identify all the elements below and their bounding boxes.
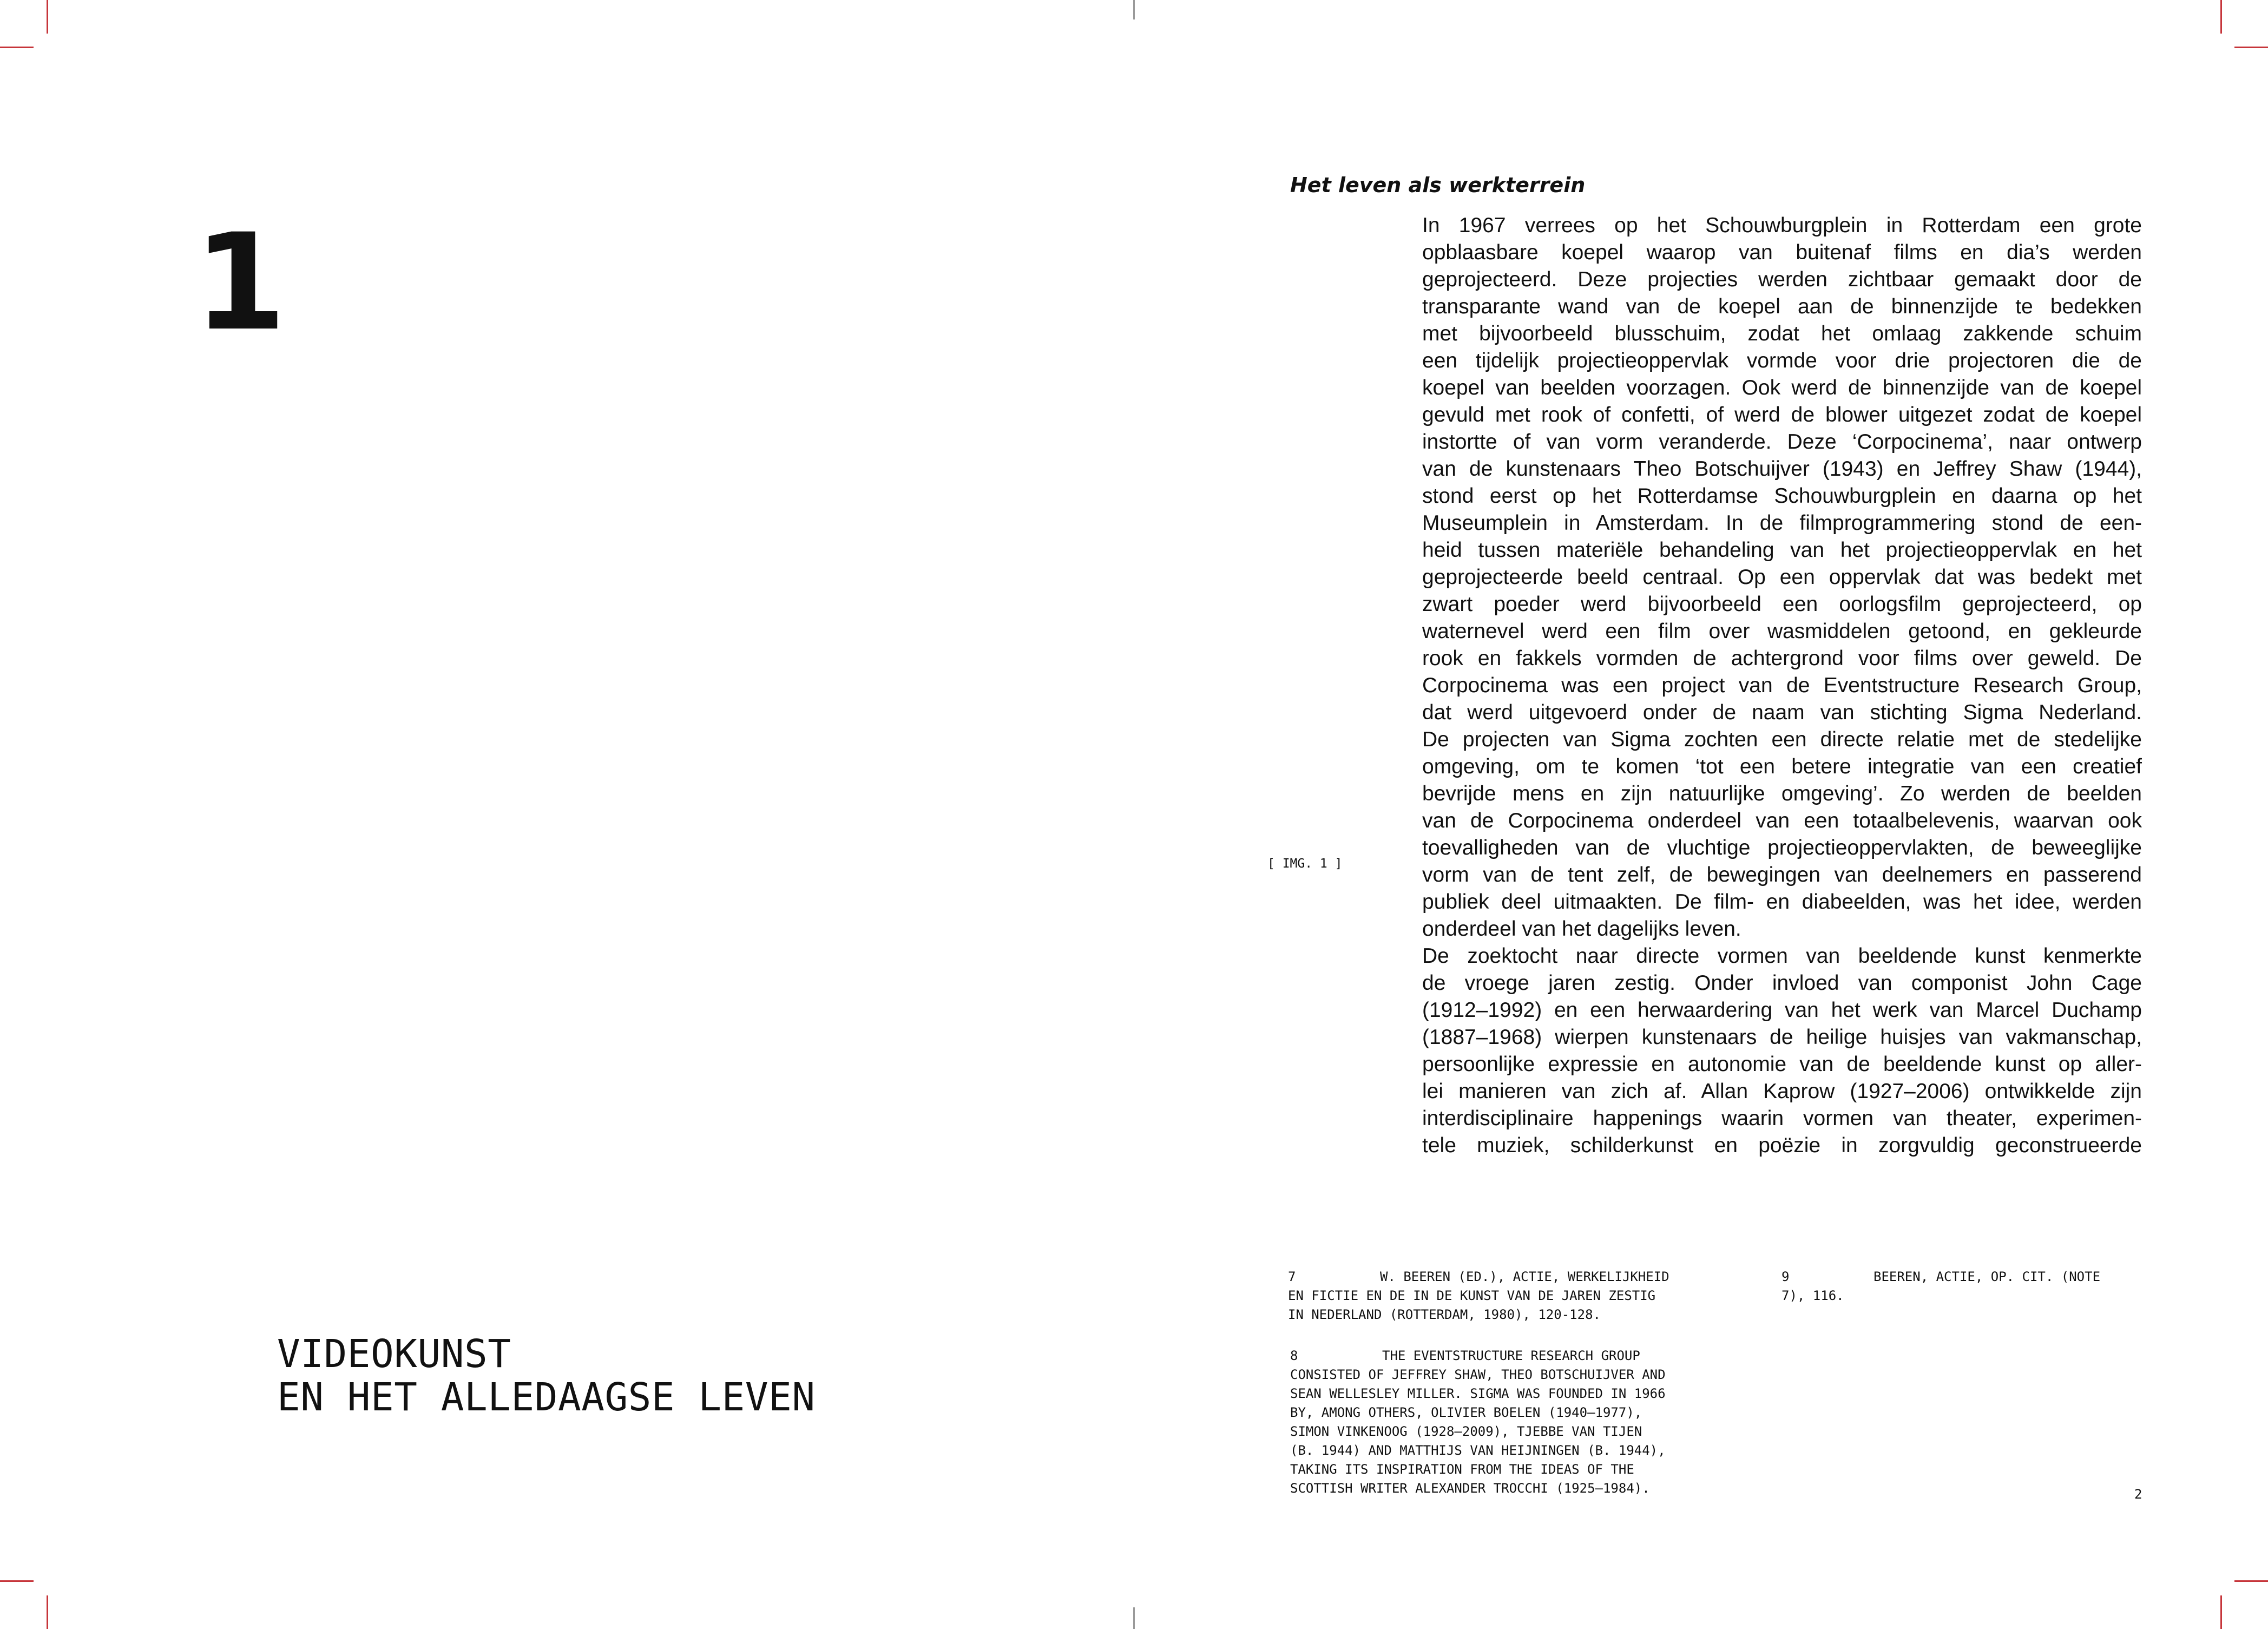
footnote-line: CONSISTED OF JEFFREY SHAW, THEO BOTSCHUIJVER AND <box>1290 1367 1666 1382</box>
body-line: Corpocinema was een project van de Eventstructure Research Group, <box>1422 674 2142 697</box>
body-line: een tijdelijk projectieoppervlak vormde voor drie projectoren die de <box>1422 349 2142 372</box>
body-line: geprojecteerd. Deze projecties werden zichtbaar gemaakt door de <box>1422 268 2142 291</box>
body-line: vorm van de tent zelf, de bewegingen van deelnemers en passerend <box>1422 863 2142 886</box>
page-number: 2 <box>2134 1487 2142 1502</box>
body-line: persoonlijke expressie en autonomie van de beeldende kunst op aller- <box>1422 1053 2142 1076</box>
footnote-line: IN NEDERLAND (ROTTERDAM, 1980), 120-128. <box>1288 1307 1601 1322</box>
crop-mark <box>2220 0 2222 34</box>
body-line: stond eerst op het Rotterdamse Schouwburgplein en daarna op het <box>1422 484 2142 508</box>
footnote-number: 9 <box>1781 1269 1790 1284</box>
body-line: lei manieren van zich af. Allan Kaprow (1927–2006) ontwikkelde zijn <box>1422 1080 2142 1103</box>
chapter-title <box>277 1332 816 1419</box>
footnote-line: TAKING ITS INSPIRATION FROM THE IDEAS OF THE <box>1290 1462 1634 1477</box>
footnote-number: 8 <box>1290 1348 1298 1363</box>
footnote-7 <box>1288 1267 1775 1324</box>
image-reference-marker: [ IMG. 1 ] <box>1267 857 1343 871</box>
body-line: van de Corpocinema onderdeel van een totaalbelevenis, waarvan ook <box>1422 809 2142 832</box>
footnote-text: BEEREN, ACTIE, OP. CIT. (NOTE <box>1873 1269 2101 1284</box>
footnote-line: 7), 116. <box>1781 1288 1844 1303</box>
crop-mark <box>2234 1580 2268 1582</box>
body-line: bevrijde mens en zijn natuurlijke omgeving’. Zo werden de beelden <box>1422 782 2142 805</box>
center-fold-mark <box>1133 0 1135 19</box>
body-line: omgeving, om te komen ‘tot een betere integratie van een creatief <box>1422 755 2142 778</box>
footnote-line: (B. 1944) AND MATTHIJS VAN HEIJNINGEN (B. 1944), <box>1290 1443 1666 1458</box>
footnote-line: SIMON VINKENOOG (1928–2009), TJEBBE VAN TIJEN <box>1290 1424 1642 1439</box>
body-text <box>1422 212 2142 1159</box>
body-line: tele muziek, schilderkunst en poëzie in zorgvuldig geconstrueerde <box>1422 1134 2142 1157</box>
footnote-line: EN FICTIE EN DE IN DE KUNST VAN DE JAREN ZESTIG <box>1288 1288 1656 1303</box>
body-line: geprojecteerde beeld centraal. Op een oppervlak dat was bedekt met <box>1422 566 2142 589</box>
crop-mark <box>47 0 48 34</box>
footnote-line <box>1781 1267 2160 1286</box>
body-line: koepel van beelden voorzagen. Ook werd de binnenzijde van de koepel <box>1422 376 2142 399</box>
paragraph-1 <box>1422 212 2142 943</box>
chapter-title-line: VIDEOKUNST <box>277 1331 511 1376</box>
body-line: onderdeel van het dagelijks leven. <box>1422 917 1741 941</box>
footnote-text: THE EVENTSTRUCTURE RESEARCH GROUP <box>1382 1348 1640 1363</box>
footnote-line: SEAN WELLESLEY MILLER. SIGMA WAS FOUNDED IN 1966 <box>1290 1386 1666 1401</box>
crop-mark <box>2220 1595 2222 1629</box>
center-fold-mark <box>1133 1607 1135 1629</box>
body-line: gevuld met rook of confetti, of werd de blower uitgezet zodat de koepel <box>1422 403 2142 426</box>
crop-mark <box>0 1580 34 1582</box>
body-line: de vroege jaren zestig. Onder invloed van componist John Cage <box>1422 971 2142 995</box>
body-line: transparante wand van de koepel aan de binnenzijde te bedekken <box>1422 295 2142 318</box>
body-line: De zoektocht naar directe vormen van beeldende kunst kenmerkte <box>1422 944 2142 968</box>
crop-mark <box>2234 47 2268 48</box>
body-line: toevalligheden van de vluchtige projectieoppervlakten, de beweeglijke <box>1422 836 2142 859</box>
body-line: dat werd uitgevoerd onder de naam van stichting Sigma Nederland. <box>1422 701 2142 724</box>
body-line: heid tussen materiële behandeling van het projectieoppervlak en het <box>1422 538 2142 562</box>
body-line: De projecten van Sigma zochten een directe relatie met de stedelijke <box>1422 728 2142 751</box>
chapter-title-line: EN HET ALLEDAAGSE LEVEN <box>277 1375 816 1420</box>
footnote-line <box>1288 1267 1775 1286</box>
body-line: Museumplein in Amsterdam. In de filmprogrammering stond de een- <box>1422 511 2142 535</box>
footnote-line: BY, AMONG OTHERS, OLIVIER BOELEN (1940–1977), <box>1290 1405 1642 1420</box>
body-line: interdisciplinaire happenings waarin vormen van theater, experimen- <box>1422 1107 2142 1130</box>
body-line: van de kunstenaars Theo Botschuijver (1943) en Jeffrey Shaw (1944), <box>1422 457 2142 481</box>
body-line: opblaasbare koepel waarop van buitenaf films en dia’s werden <box>1422 241 2142 264</box>
body-line: met bijvoorbeeld blusschuim, zodat het omlaag zakkende schuim <box>1422 322 2142 345</box>
body-line: publiek deel uitmaakten. De film- en diabeelden, was het idee, werden <box>1422 890 2142 914</box>
body-line: rook en fakkels vormden de achtergrond voor films over geweld. De <box>1422 647 2142 670</box>
paragraph-2 <box>1422 943 2142 1159</box>
body-line: (1887–1968) wierpen kunstenaars de heilige huisjes van vakmanschap, <box>1422 1026 2142 1049</box>
footnote-9 <box>1781 1267 2160 1305</box>
body-line: instortte of van vorm veranderde. Deze ‘Corpocinema’, naar ontwerp <box>1422 430 2142 454</box>
body-line: In 1967 verrees op het Schouwburgplein in Rotterdam een grote <box>1422 214 2142 237</box>
footnote-line: SCOTTISH WRITER ALEXANDER TROCCHI (1925–1984). <box>1290 1481 1650 1496</box>
footnote-line <box>1290 1346 1777 1365</box>
section-heading: Het leven als werkterrein <box>1290 173 1586 197</box>
footnote-text: W. BEEREN (ED.), ACTIE, WERKELIJKHEID <box>1380 1269 1669 1284</box>
chapter-number: 1 <box>194 206 287 360</box>
footnote-number: 7 <box>1288 1269 1296 1284</box>
crop-mark <box>0 47 34 48</box>
crop-mark <box>47 1595 48 1629</box>
body-line: (1912–1992) en een herwaardering van het werk van Marcel Duchamp <box>1422 999 2142 1022</box>
body-line: waternevel werd een film over wasmiddelen getoond, en gekleurde <box>1422 620 2142 643</box>
footnote-8 <box>1290 1346 1777 1498</box>
body-line: zwart poeder werd bijvoorbeeld een oorlogsfilm geprojecteerd, op <box>1422 593 2142 616</box>
